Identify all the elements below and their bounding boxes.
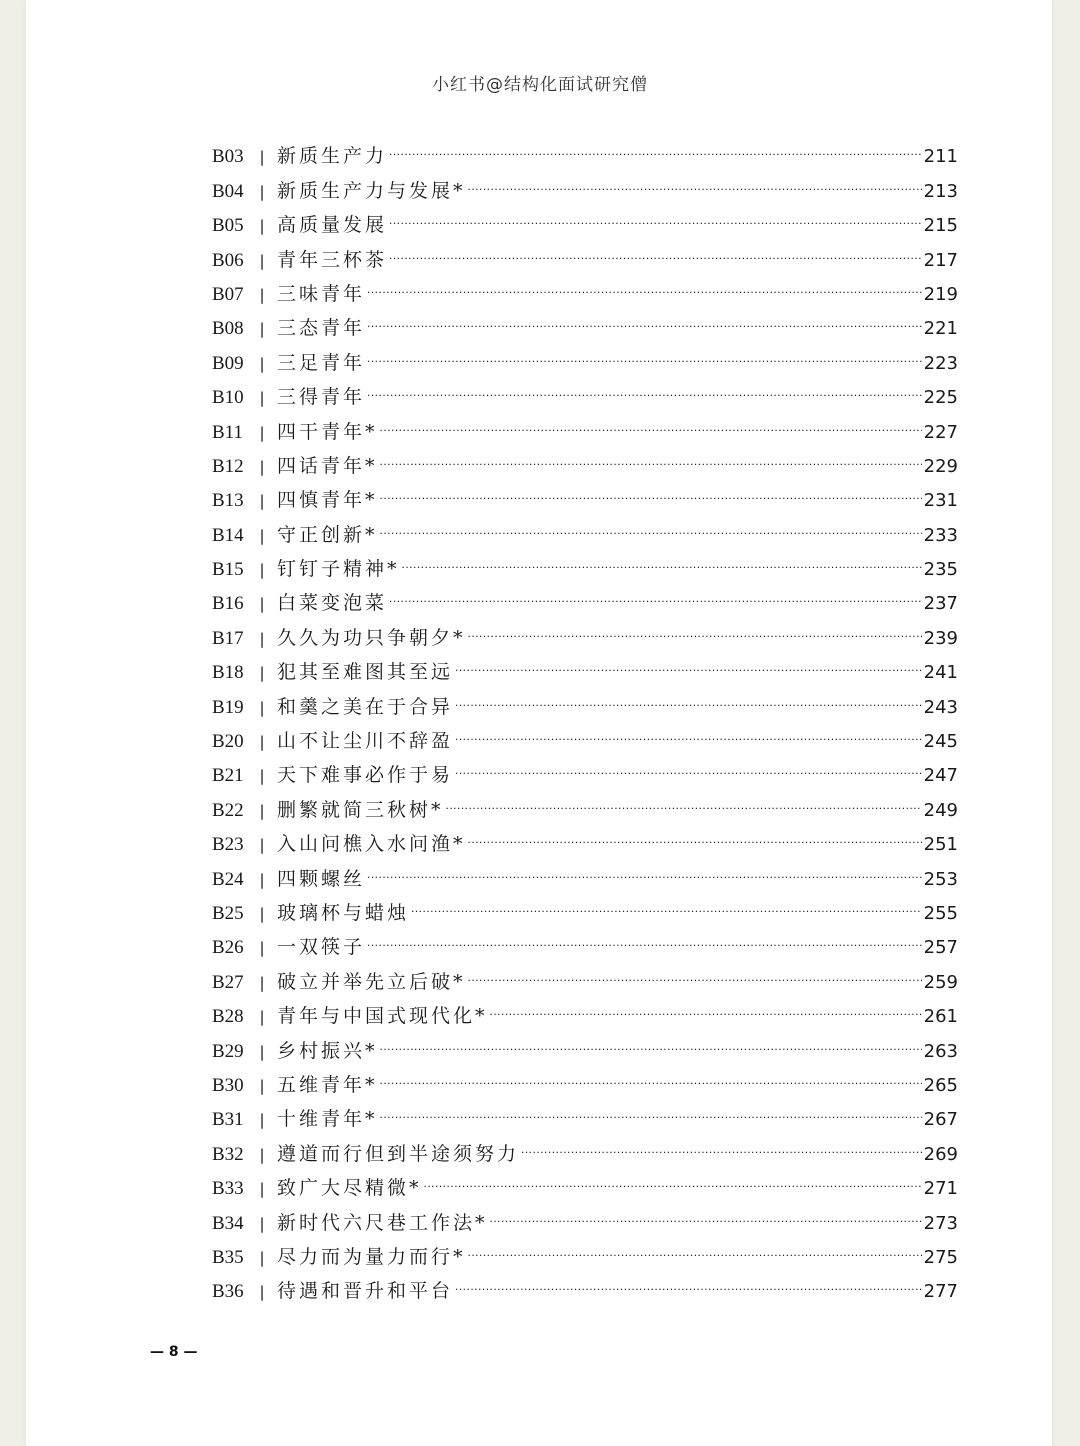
toc-entry-page: 251 [923, 834, 958, 856]
toc-entry-leader [468, 953, 922, 987]
toc-entry-title: 白菜变泡菜 [277, 592, 388, 615]
toc-entry-separator: | [259, 870, 265, 889]
toc-entry-code: B21 [212, 765, 244, 787]
toc-entry-separator: | [259, 1248, 265, 1267]
toc-entry-code: B17 [212, 627, 244, 649]
toc-entry-code: B10 [212, 387, 244, 409]
toc-entry-page: 211 [923, 146, 958, 168]
toc-entry-leader [455, 678, 922, 712]
toc-entry-leader [521, 1125, 922, 1159]
toc-entry-separator: | [259, 251, 265, 270]
toc-entry-page: 267 [923, 1109, 958, 1131]
toc-entry-leader [468, 609, 922, 643]
toc-entry-page: 261 [923, 1006, 958, 1028]
toc-entry-leader [446, 781, 922, 815]
toc-entry-leader [455, 713, 922, 747]
toc-entry-leader [468, 162, 922, 196]
toc-entry-page: 215 [923, 215, 958, 237]
toc-entry-separator: | [259, 320, 265, 339]
toc-entry-leader [367, 850, 922, 884]
toc-entry-title: 五维青年* [277, 1073, 378, 1096]
toc-entry-leader [380, 438, 922, 472]
toc-entry-code: B09 [212, 352, 244, 374]
toc-entry-separator: | [259, 664, 265, 683]
toc-entry-separator: | [259, 629, 265, 648]
toc-entry-page: 225 [923, 387, 958, 409]
toc-entry-separator: | [259, 1042, 265, 1061]
toc-entry-page: 277 [923, 1281, 958, 1303]
toc-entry-separator: | [259, 389, 265, 408]
toc-entry-code: B12 [212, 455, 244, 477]
toc-entry-title: 四颗螺丝 [277, 867, 366, 890]
table-of-contents [212, 128, 958, 1303]
toc-entry-separator: | [259, 526, 265, 545]
toc-entry-title: 钉钉子精神* [277, 558, 400, 581]
toc-entry-separator: | [259, 698, 265, 717]
toc-entry-separator: | [259, 1283, 265, 1302]
toc-entry-title: 青年与中国式现代化* [277, 1005, 488, 1028]
toc-entry-leader [380, 1057, 922, 1091]
toc-entry-title: 新质生产力与发展* [277, 179, 466, 202]
toc-entry-title: 四慎青年* [277, 489, 378, 512]
toc-entry-page: 229 [923, 455, 958, 477]
toc-entry-page: 241 [923, 662, 958, 684]
toc-entry-page: 253 [923, 868, 958, 890]
toc-entry-title: 久久为功只争朝夕* [277, 626, 466, 649]
toc-entry-page: 239 [923, 627, 958, 649]
toc-entry-title: 三味青年 [277, 282, 366, 305]
toc-entry-separator: | [259, 148, 265, 167]
toc-entry-leader [380, 403, 922, 437]
toc-entry-separator: | [259, 973, 265, 992]
toc-entry-separator: | [259, 1076, 265, 1095]
toc-entry-page: 275 [923, 1246, 958, 1268]
toc-entry-page: 243 [923, 696, 958, 718]
toc-entry-code: B15 [212, 559, 244, 581]
toc-entry-code: B20 [212, 731, 244, 753]
toc-entry-page: 269 [923, 1143, 958, 1165]
page-number-footer: — 8 — [150, 1344, 198, 1360]
toc-entry-code: B22 [212, 799, 244, 821]
toc-entry-leader [411, 885, 922, 919]
toc-entry-separator: | [259, 285, 265, 304]
toc-entry-leader [380, 506, 922, 540]
toc-entry-code: B05 [212, 215, 244, 237]
toc-entry-page: 213 [923, 180, 958, 202]
toc-entry-title: 守正创新* [277, 523, 378, 546]
toc-entry-title: 玻璃杯与蜡烛 [277, 901, 410, 924]
toc-entry-page: 237 [923, 593, 958, 615]
toc-entry-title: 山不让尘川不辞盈 [277, 730, 454, 753]
toc-entry-title: 新质生产力 [277, 145, 388, 168]
toc-entry-leader [389, 128, 922, 162]
toc-entry-page: 247 [923, 765, 958, 787]
toc-entry-title: 三足青年 [277, 351, 366, 374]
toc-entry-page: 257 [923, 937, 958, 959]
toc-entry-code: B32 [212, 1143, 244, 1165]
toc-entry-leader [367, 300, 922, 334]
toc-entry-code: B28 [212, 1006, 244, 1028]
toc-entry-leader [455, 1263, 922, 1297]
toc-entry-code: B13 [212, 490, 244, 512]
toc-entry-leader [490, 1194, 922, 1228]
toc-entry-separator: | [259, 801, 265, 820]
toc-entry-separator: | [259, 1180, 265, 1199]
toc-entry-title: 致广大尽精微* [277, 1177, 422, 1200]
toc-entry-separator: | [259, 561, 265, 580]
toc-entry-code: B35 [212, 1246, 244, 1268]
toc-entry-leader [468, 816, 922, 850]
toc-entry-leader [468, 1229, 922, 1263]
toc-entry-separator: | [259, 1008, 265, 1027]
toc-entry-leader [389, 575, 922, 609]
toc-entry-separator: | [259, 1214, 265, 1233]
toc-entry-title: 乡村振兴* [277, 1039, 378, 1062]
toc-entry-leader [367, 334, 922, 368]
toc-entry-leader [367, 919, 922, 953]
page-header: 小红书@结构化面试研究僧 [432, 75, 648, 95]
toc-entry-separator: | [259, 1111, 265, 1130]
toc-entry-code: B16 [212, 593, 244, 615]
toc-entry-code: B18 [212, 662, 244, 684]
toc-entry-separator: | [259, 767, 265, 786]
toc-entry-title: 和羹之美在于合异 [277, 695, 454, 718]
toc-entry-title: 三得青年 [277, 386, 366, 409]
toc-entry-code: B11 [212, 421, 243, 443]
toc-entry-code: B27 [212, 971, 244, 993]
toc-entry-code: B30 [212, 1074, 244, 1096]
toc-entry-code: B08 [212, 318, 244, 340]
toc-entry-title: 破立并举先立后破* [277, 970, 466, 993]
toc-entry-code: B36 [212, 1281, 244, 1303]
toc-entry-title: 入山问樵入水问渔* [277, 833, 466, 856]
toc-entry-page: 233 [923, 524, 958, 546]
toc-entry-separator: | [259, 939, 265, 958]
toc-entry [212, 128, 958, 168]
toc-entry-leader [490, 988, 922, 1022]
toc-entry-separator: | [259, 182, 265, 201]
toc-entry-leader [389, 197, 922, 231]
toc-entry-separator: | [259, 733, 265, 752]
toc-entry-page: 227 [923, 421, 958, 443]
toc-entry-separator: | [259, 217, 265, 236]
toc-entry-leader [380, 1022, 922, 1056]
toc-entry-page: 235 [923, 559, 958, 581]
toc-entry-page: 255 [923, 902, 958, 924]
toc-entry-title: 新时代六尺巷工作法* [277, 1211, 488, 1234]
toc-entry-leader [424, 1160, 922, 1194]
toc-entry-separator: | [259, 1145, 265, 1164]
toc-entry-title: 犯其至难图其至远 [277, 661, 454, 684]
toc-entry-page: 265 [923, 1074, 958, 1096]
toc-entry-leader [389, 231, 922, 265]
toc-entry-code: B33 [212, 1178, 244, 1200]
toc-entry-separator: | [259, 354, 265, 373]
toc-entry-leader [380, 1091, 922, 1125]
toc-entry-code: B29 [212, 1040, 244, 1062]
toc-entry-code: B23 [212, 834, 244, 856]
toc-entry-page: 263 [923, 1040, 958, 1062]
toc-entry-leader [367, 369, 922, 403]
toc-entry-title: 尽力而为量力而行* [277, 1245, 466, 1268]
toc-entry-code: B06 [212, 249, 244, 271]
toc-entry-page: 273 [923, 1212, 958, 1234]
toc-entry-page: 219 [923, 283, 958, 305]
toc-entry-page: 231 [923, 490, 958, 512]
toc-entry-leader [455, 644, 922, 678]
toc-entry-page: 271 [923, 1178, 958, 1200]
toc-entry-page: 223 [923, 352, 958, 374]
toc-entry-page: 217 [923, 249, 958, 271]
toc-entry-separator: | [259, 836, 265, 855]
toc-entry-code: B03 [212, 146, 244, 168]
toc-entry-code: B19 [212, 696, 244, 718]
toc-entry-title: 遵道而行但到半途须努力 [277, 1142, 520, 1165]
toc-entry-code: B26 [212, 937, 244, 959]
toc-entry-separator: | [259, 423, 265, 442]
toc-entry-separator: | [259, 595, 265, 614]
toc-entry-page: 245 [923, 731, 958, 753]
toc-entry-separator: | [259, 904, 265, 923]
toc-entry-separator: | [259, 457, 265, 476]
toc-entry-title: 四话青年* [277, 454, 378, 477]
toc-entry-code: B14 [212, 524, 244, 546]
toc-entry-page: 249 [923, 799, 958, 821]
toc-entry-code: B25 [212, 902, 244, 924]
toc-entry-leader [455, 747, 922, 781]
toc-entry-page: 221 [923, 318, 958, 340]
toc-entry-title: 四干青年* [277, 420, 378, 443]
toc-entry-leader [402, 541, 922, 575]
toc-entry-code: B07 [212, 283, 244, 305]
toc-entry-leader [367, 266, 922, 300]
toc-entry-title: 青年三杯茶 [277, 248, 388, 271]
toc-entry-title: 天下难事必作于易 [277, 764, 454, 787]
toc-entry-page: 259 [923, 971, 958, 993]
toc-entry-title: 三态青年 [277, 317, 366, 340]
toc-entry-code: B24 [212, 868, 244, 890]
toc-entry-title: 一双筷子 [277, 936, 366, 959]
toc-entry-title: 待遇和晋升和平台 [277, 1280, 454, 1303]
toc-entry-title: 删繁就简三秋树* [277, 798, 444, 821]
toc-entry-title: 高质量发展 [277, 214, 388, 237]
toc-entry-code: B31 [212, 1109, 244, 1131]
toc-entry-code: B34 [212, 1212, 244, 1234]
toc-entry-leader [380, 472, 922, 506]
toc-entry-code: B04 [212, 180, 244, 202]
toc-entry-title: 十维青年* [277, 1108, 378, 1131]
toc-entry-separator: | [259, 492, 265, 511]
